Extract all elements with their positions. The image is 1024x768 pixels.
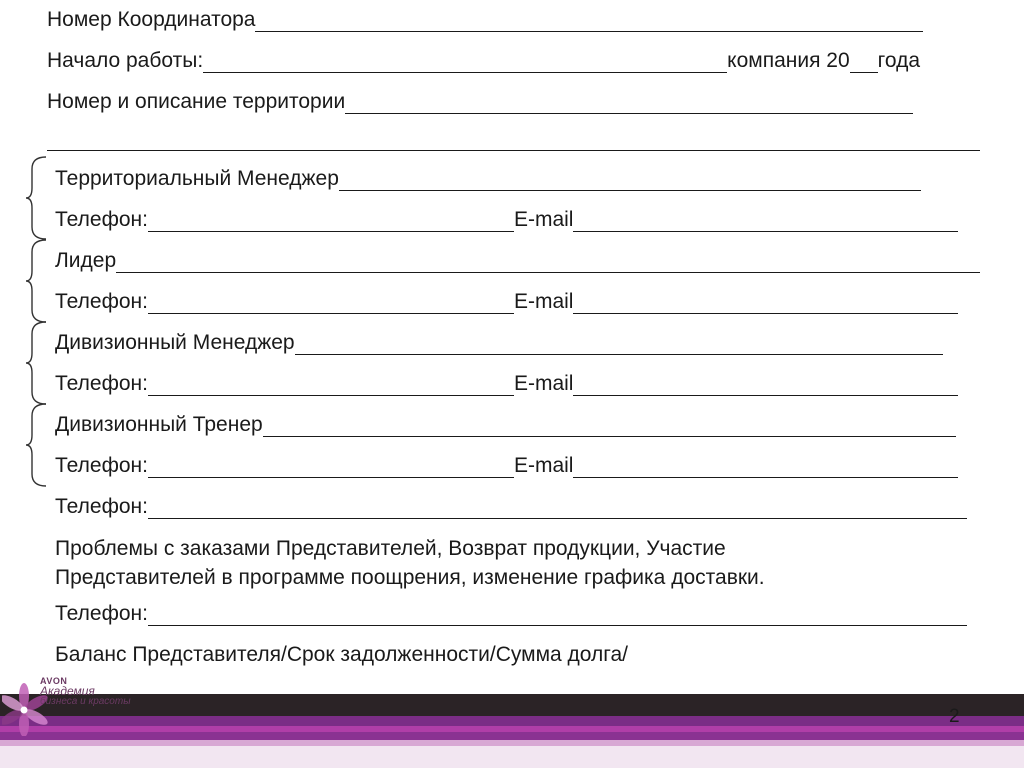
- email-field-2[interactable]: [573, 294, 958, 314]
- leader-row: [55, 249, 980, 273]
- brace-territorial: [24, 155, 48, 241]
- email-label: E-mail: [513, 372, 574, 395]
- division-manager-field[interactable]: [295, 335, 943, 355]
- logo-academy: Академия: [40, 684, 95, 698]
- territorial-manager-field[interactable]: [339, 171, 921, 191]
- territorial-manager-row: [55, 167, 921, 191]
- logo-brand: AVON: [40, 676, 68, 686]
- phone-label: Телефон:: [55, 454, 148, 477]
- problems-paragraph: [55, 534, 955, 592]
- phone-label: Телефон:: [55, 372, 148, 395]
- phone-row-1: [55, 208, 958, 232]
- phone-row-3: [55, 372, 958, 396]
- email-field-4[interactable]: [573, 458, 958, 478]
- balance-label: Баланс Представителя/Срок задолженности/Сумма долга/: [55, 643, 628, 666]
- phone-row-6: [55, 602, 967, 626]
- division-trainer-row: [55, 413, 956, 437]
- leader-label: Лидер: [55, 249, 117, 272]
- email-label: E-mail: [513, 454, 574, 477]
- division-trainer-field[interactable]: [263, 417, 956, 437]
- problems-line-2: Представителей в программе поощрения, изменение графика доставки.: [55, 566, 765, 589]
- logo-text: [40, 676, 131, 707]
- coordinator-row: [47, 8, 923, 32]
- phone-field-6[interactable]: [148, 606, 967, 626]
- email-label: E-mail: [513, 290, 574, 313]
- start-field[interactable]: [203, 53, 727, 73]
- coordinator-field[interactable]: [255, 12, 923, 32]
- division-manager-row: [55, 331, 943, 355]
- logo-subtitle: бизнеса и красоты: [40, 696, 131, 707]
- email-field-3[interactable]: [573, 376, 958, 396]
- phone-field-1[interactable]: [148, 212, 514, 232]
- territory-field-continued[interactable]: [47, 131, 980, 151]
- phone-row-2: [55, 290, 958, 314]
- phone-label: Телефон:: [55, 602, 148, 625]
- phone-field-2[interactable]: [148, 294, 514, 314]
- phone-row-5: [55, 495, 967, 519]
- brace-leader: [24, 238, 48, 324]
- phone-field-5[interactable]: [148, 499, 967, 519]
- brace-division-trainer: [24, 402, 48, 488]
- territory-label: Номер и описание территории: [47, 90, 346, 113]
- territory-row: [47, 90, 913, 114]
- phone-row-4: [55, 454, 958, 478]
- year-field[interactable]: [850, 53, 878, 73]
- coordinator-label: Номер Координатора: [47, 8, 256, 31]
- phone-label: Телефон:: [55, 495, 148, 518]
- territorial-manager-label: Территориальный Менеджер: [55, 167, 339, 190]
- company-label: компания 20: [727, 49, 850, 72]
- email-field-1[interactable]: [573, 212, 958, 232]
- territory-field[interactable]: [345, 94, 913, 114]
- phone-label: Телефон:: [55, 208, 148, 231]
- brace-division-manager: [24, 320, 48, 406]
- page-number: 2: [949, 706, 960, 727]
- phone-field-4[interactable]: [148, 458, 514, 478]
- problems-line-1: Проблемы с заказами Представителей, Возврат продукции, Участие: [55, 537, 726, 560]
- division-manager-label: Дивизионный Менеджер: [55, 331, 295, 354]
- division-trainer-label: Дивизионный Тренер: [55, 413, 263, 436]
- balance-row: [55, 643, 628, 667]
- leader-field[interactable]: [116, 253, 980, 273]
- start-row: [47, 49, 920, 73]
- territory-continuation-row: [47, 131, 980, 151]
- phone-label: Телефон:: [55, 290, 148, 313]
- year-label: года: [877, 49, 921, 72]
- phone-field-3[interactable]: [148, 376, 514, 396]
- email-label: E-mail: [513, 208, 574, 231]
- start-label: Начало работы:: [47, 49, 204, 72]
